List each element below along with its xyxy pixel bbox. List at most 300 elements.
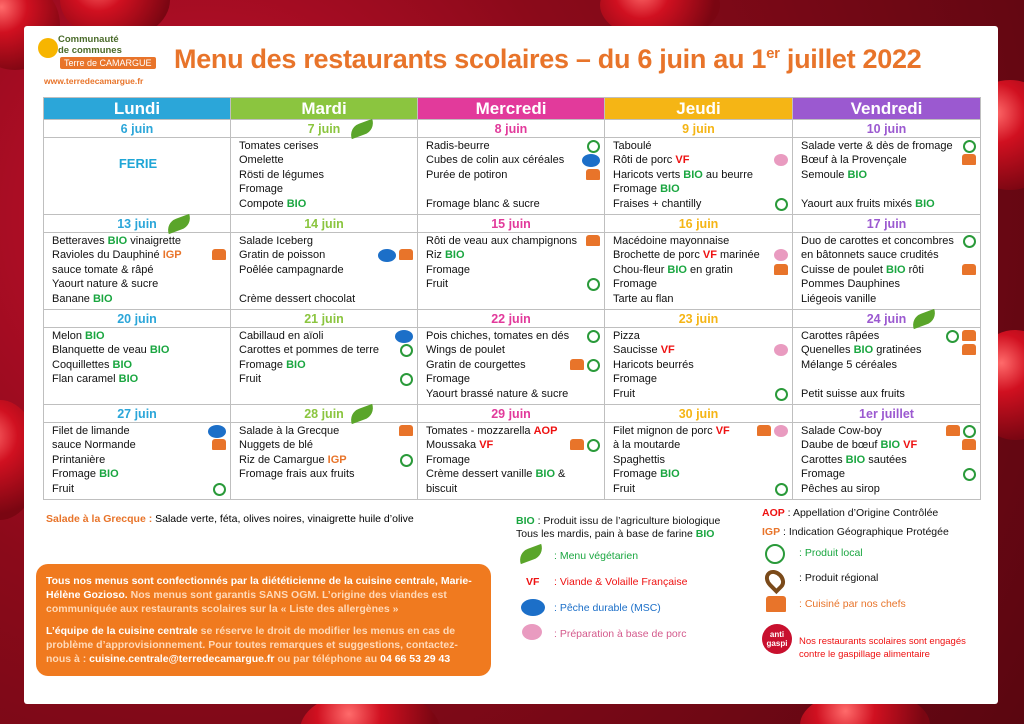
- date-row: [44, 120, 981, 138]
- menu-item: [426, 424, 598, 438]
- date-label: 27 juin: [117, 406, 157, 421]
- menu-item: [52, 467, 224, 481]
- antigaspi-text: Nos restaurants scolaires sont engagés: [799, 636, 966, 647]
- menu-item-text: &: [555, 468, 566, 481]
- date-label: 13 juin: [117, 216, 157, 231]
- day-header: Jeudi: [605, 98, 793, 120]
- chef-hat-icon: [962, 154, 976, 165]
- menu-item-text: Fruit: [426, 278, 448, 291]
- menu-item-text: Haricots verts: [613, 168, 684, 181]
- menu-item: [52, 329, 224, 343]
- menu-item: [613, 343, 786, 357]
- icon-group: [582, 154, 600, 167]
- menu-item: [801, 263, 974, 277]
- menu-item: [801, 197, 974, 211]
- menu-item-text: Filet mignon de porc: [613, 425, 716, 437]
- date-cell: [44, 215, 231, 233]
- menu-item: [239, 263, 411, 277]
- menu-cell: [793, 233, 981, 310]
- date-label: 9 juin: [682, 121, 715, 136]
- date-row: [44, 310, 981, 328]
- basket-icon: [775, 483, 788, 496]
- bio-badge: BIO: [112, 358, 133, 371]
- basket-icon: [587, 359, 600, 372]
- basket-icon: [400, 373, 413, 386]
- menu-cell: [793, 328, 981, 405]
- basket-icon: [587, 439, 600, 452]
- basket-icon: [963, 140, 976, 153]
- menu-item: [426, 329, 598, 343]
- menu-cell: [605, 233, 793, 310]
- fish-icon: [582, 154, 600, 167]
- chef-hat-icon: [774, 264, 788, 275]
- legend-msc: : Pêche durable (MSC): [554, 602, 661, 614]
- menu-item-text: Salade Iceberg: [239, 235, 313, 247]
- menu-item-text: Salade Cow-boy: [801, 425, 882, 437]
- chef-hat-icon: [766, 596, 786, 612]
- menu-item-text: Pizza: [613, 330, 640, 342]
- menu-item: [52, 438, 224, 452]
- date-label: 21 juin: [304, 311, 344, 326]
- bio-badge: BIO: [118, 373, 139, 386]
- legend-regional: : Produit régional: [799, 572, 879, 584]
- menu-item: [52, 424, 224, 438]
- chef-hat-icon: [212, 249, 226, 260]
- menu-item: [613, 453, 786, 467]
- chef-hat-icon: [962, 439, 976, 450]
- basket-icon: [213, 483, 226, 496]
- menu-item-text: Cabillaud en aïoli: [239, 330, 324, 342]
- icon-group: [946, 330, 976, 343]
- bio-badge: BIO: [286, 358, 306, 371]
- menu-item-text: Fromage: [613, 468, 661, 481]
- menu-item-text: en bâtonnets sauce crudités: [801, 249, 939, 262]
- menu-item: [239, 182, 411, 196]
- menu-item: [613, 182, 786, 196]
- logo-badge: Terre de CAMARGUE: [60, 57, 156, 69]
- menu-item: [239, 234, 411, 248]
- menu-item: [613, 197, 786, 211]
- menu-item: [239, 329, 411, 343]
- menu-item: [801, 372, 974, 386]
- chef-hat-icon: [570, 439, 584, 450]
- menu-cell: [44, 233, 231, 310]
- bio-badge: BIO: [92, 292, 113, 305]
- menu-item: [426, 197, 598, 211]
- menu-sheet: [24, 26, 998, 704]
- date-cell: [605, 310, 793, 328]
- menu-item-text: sauce Normande: [52, 439, 136, 452]
- bio-badge: BIO: [99, 468, 119, 481]
- menu-item-text: Cubes de colin aux céréales: [426, 154, 565, 167]
- icon-group: [587, 140, 600, 153]
- logo-line: Communauté: [58, 34, 119, 45]
- menu-cell: [605, 328, 793, 405]
- legend-vf: : Viande & Volaille Française: [554, 576, 688, 588]
- chef-hat-icon: [586, 169, 600, 180]
- date-label: 14 juin: [304, 216, 344, 231]
- menu-item: [239, 453, 411, 467]
- menu-item-text: rôti: [905, 263, 924, 276]
- pig-icon: [774, 249, 788, 261]
- menu-item-text: Carottes râpées: [801, 330, 880, 342]
- menu-item: [52, 453, 224, 467]
- menu-cell: [418, 138, 605, 215]
- bio-badge: BIO: [886, 263, 906, 276]
- icon-group: [395, 330, 413, 343]
- igp-badge: IGP: [327, 453, 347, 466]
- date-cell: [231, 310, 418, 328]
- menu-item: [613, 482, 786, 496]
- menu-cell: [418, 423, 605, 500]
- bio-badge: BIO: [660, 183, 680, 196]
- menu-item-text: Fromage: [426, 373, 471, 386]
- legend-bread: Tous les mardis, pain à base de farine BIO: [516, 528, 715, 540]
- menu-item: [239, 197, 411, 211]
- vf-badge: VF: [903, 439, 918, 452]
- contact-email[interactable]: cuisine.centrale@terredecamargue.fr: [89, 653, 275, 665]
- menu-item: [613, 234, 786, 248]
- menu-item-text: Pois chiches, tomates en dés: [426, 330, 570, 342]
- menu-item: [426, 387, 598, 401]
- legend-chefs: : Cuisiné par nos chefs: [799, 598, 906, 610]
- chef-hat-icon: [586, 235, 600, 246]
- menu-item-text: Yaourt nature & sucre: [52, 278, 159, 291]
- menu-item-text: Haricots beurrés: [613, 358, 694, 371]
- legend-veg: : Menu végétarien: [554, 550, 639, 562]
- icon-group: [378, 249, 413, 262]
- menu-item-text: Chou-fleur: [613, 263, 668, 276]
- location-pin-icon: [761, 566, 789, 594]
- icon-group: [399, 425, 413, 436]
- icon-group: [213, 483, 226, 496]
- menu-item-text: Riz: [426, 249, 445, 262]
- menu-item: [426, 277, 598, 291]
- menu-item-text: Fromage: [239, 183, 284, 196]
- bio-badge: BIO: [286, 197, 307, 210]
- menu-item: [239, 438, 411, 452]
- chef-hat-icon: [399, 425, 413, 436]
- menu-item: [426, 168, 598, 182]
- menu-item-text: Fromage: [239, 358, 287, 371]
- icon-group: [400, 344, 413, 357]
- menu-item: [613, 153, 786, 167]
- menu-item-text: Carottes et pommes de terre: [239, 344, 380, 357]
- menu-item: [801, 248, 974, 262]
- menu-item-text: Cuisse de poulet: [801, 263, 886, 276]
- menu-item: [613, 168, 786, 182]
- menu-item-text: Rôti de porc: [613, 154, 676, 167]
- vf-badge: VF: [675, 154, 690, 167]
- icon-group: [775, 388, 788, 401]
- menu-item-text: Fruit: [52, 482, 74, 495]
- date-cell: [793, 405, 981, 423]
- menu-item-text: Rösti de légumes: [239, 168, 324, 181]
- fish-icon: [395, 330, 413, 343]
- date-label: 28 juin: [304, 406, 344, 421]
- menu-row: [44, 423, 981, 500]
- leaf-icon: [348, 404, 377, 424]
- basket-icon: [587, 278, 600, 291]
- bio-badge: BIO: [853, 344, 874, 357]
- menu-item: [613, 372, 786, 386]
- menu-item: [801, 453, 974, 467]
- menu-item-text: Liégeois vanille: [801, 292, 877, 305]
- menu-item-text: Filet de limande: [52, 425, 130, 437]
- menu-item: [426, 182, 598, 196]
- leaf-icon: [517, 544, 546, 564]
- date-label: 10 juin: [866, 121, 907, 136]
- menu-item-text: Wings de poulet: [426, 344, 505, 357]
- menu-item: [426, 234, 598, 248]
- menu-item: [801, 168, 974, 182]
- menu-item-text: Fruit: [613, 387, 635, 400]
- bio-badge: BIO: [660, 468, 680, 481]
- menu-item: [239, 139, 411, 153]
- menu-item-text: Fromage: [613, 373, 658, 386]
- antigaspi-text: contre le gaspillage alimentaire: [799, 649, 930, 660]
- legend-aop: AOP : Appellation d’Origine Contrôlée: [762, 507, 939, 519]
- menu-item-text: [801, 183, 804, 195]
- igp-badge: IGP: [162, 249, 182, 262]
- menu-item: [239, 424, 411, 438]
- date-cell: [793, 215, 981, 233]
- date-label: 7 juin: [307, 121, 341, 136]
- menu-item-text: Fraises + chantilly: [613, 197, 702, 210]
- menu-item-text: Crème dessert vanille: [426, 468, 536, 481]
- menu-item-text: Bœuf à la Provençale: [801, 154, 907, 167]
- menu-item: [801, 387, 974, 401]
- menu-cell: [231, 233, 418, 310]
- logo: [38, 32, 152, 90]
- menu-item: [426, 139, 598, 153]
- menu-item-text: Fromage: [426, 263, 471, 276]
- menu-item-text: Yaourt brassé nature & sucre: [426, 387, 569, 400]
- menu-item: [801, 277, 974, 291]
- menu-cell: [44, 423, 231, 500]
- date-label: 22 juin: [491, 311, 531, 326]
- date-cell: [418, 405, 605, 423]
- chef-hat-icon: [962, 330, 976, 341]
- chef-hat-icon: [962, 264, 976, 275]
- logo-url[interactable]: www.terredecamargue.fr: [44, 76, 144, 86]
- icon-group: [774, 264, 788, 275]
- menu-row: [44, 138, 981, 215]
- icon-group: [570, 359, 600, 372]
- menu-item: [52, 358, 224, 372]
- legend-bio: BIO : Produit issu de l’agriculture biologique: [516, 515, 721, 527]
- menu-item-text: sautées: [865, 453, 907, 466]
- icon-group: [775, 198, 788, 211]
- icon-group: [946, 425, 976, 438]
- menu-item-text: Fromage: [801, 468, 846, 481]
- bio-badge: BIO: [667, 263, 687, 276]
- chef-hat-icon: [757, 425, 771, 436]
- date-label: 15 juin: [491, 216, 531, 231]
- icon-group: [775, 483, 788, 496]
- menu-item: [426, 153, 598, 167]
- date-label: 29 juin: [491, 406, 531, 421]
- bio-badge: BIO: [845, 453, 866, 466]
- menu-item-text: Moussaka: [426, 439, 480, 452]
- basket-icon: [946, 330, 959, 343]
- date-cell: [793, 310, 981, 328]
- menu-item: [239, 277, 411, 291]
- menu-item-text: Yaourt aux fruits mixés: [801, 197, 916, 210]
- menu-item-text: Daube de bœuf: [801, 439, 881, 452]
- legend-porc: : Préparation à base de porc: [554, 628, 687, 640]
- menu-item-text: Flan caramel: [52, 373, 119, 386]
- icon-group: [400, 373, 413, 386]
- menu-item-text: Fromage: [613, 183, 661, 196]
- menu-item-text: Duo de carottes et concombres: [801, 235, 954, 247]
- icon-group: [212, 249, 226, 260]
- contact-phone[interactable]: 04 66 53 29 43: [380, 653, 451, 665]
- menu-item: [801, 343, 974, 357]
- menu-table: [43, 97, 981, 500]
- menu-item: [426, 453, 598, 467]
- vf-badge: VF: [660, 344, 675, 357]
- menu-item: [52, 292, 224, 306]
- day-header: Mardi: [231, 98, 418, 120]
- menu-item-text: Gratin de courgettes: [426, 358, 526, 371]
- menu-item-text: Compote: [239, 197, 287, 210]
- day-header: Vendredi: [793, 98, 981, 120]
- date-label: 17 juin: [866, 216, 907, 231]
- leaf-icon: [348, 119, 377, 139]
- menu-item-text: Taboulé: [613, 140, 652, 152]
- menu-item: [52, 277, 224, 291]
- date-label: 23 juin: [678, 311, 719, 326]
- bio-badge: BIO: [444, 249, 465, 262]
- menu-item: [613, 467, 786, 481]
- icon-group: [963, 140, 976, 153]
- menu-item: [426, 248, 598, 262]
- basket-icon: [963, 425, 976, 438]
- basket-icon: [963, 235, 976, 248]
- leaf-icon: [910, 309, 939, 329]
- date-cell: [418, 215, 605, 233]
- menu-item-text: Omelette: [239, 154, 284, 167]
- basket-icon: [400, 454, 413, 467]
- menu-item-text: Coquillettes: [52, 358, 113, 371]
- menu-item-text: à la moutarde: [613, 439, 681, 452]
- menu-item: [613, 248, 786, 262]
- menu-item: [613, 329, 786, 343]
- menu-item-text: sauce tomate & râpé: [52, 263, 154, 276]
- menu-item: [52, 372, 224, 386]
- icon-group: [962, 264, 976, 275]
- menu-item-text: Tomates - mozzarella: [426, 425, 534, 437]
- menu-item-text: Betteraves: [52, 235, 108, 247]
- legend-vf-label: VF: [526, 576, 540, 588]
- menu-item: [801, 438, 974, 452]
- leaf-icon: [165, 214, 194, 234]
- basket-icon: [765, 544, 785, 564]
- vf-badge: VF: [702, 249, 717, 262]
- menu-item: [239, 372, 411, 386]
- menu-item: [239, 153, 411, 167]
- icon-group: [962, 154, 976, 165]
- basket-icon: [587, 330, 600, 343]
- menu-item-text: Fromage: [613, 278, 658, 291]
- menu-item-text: vinaigrette: [127, 235, 182, 247]
- date-cell: [231, 215, 418, 233]
- menu-item-text: Tarte au flan: [613, 292, 674, 305]
- menu-item-text: Salade à la Grecque: [239, 425, 340, 437]
- menu-item-text: Gratin de poisson: [239, 249, 326, 262]
- vf-badge: VF: [715, 425, 730, 437]
- menu-row: [44, 328, 981, 405]
- date-label: 1er juillet: [859, 406, 914, 421]
- icon-group: [212, 439, 226, 450]
- menu-item-text: Mélange 5 céréales: [801, 358, 898, 371]
- menu-cell: [605, 138, 793, 215]
- bio-badge: BIO: [535, 468, 555, 481]
- bio-badge: BIO: [85, 330, 105, 342]
- sun-icon: [38, 38, 58, 58]
- menu-item: [239, 168, 411, 182]
- menu-item-text: en gratin: [686, 263, 733, 276]
- menu-item-text: Riz de Camargue: [239, 453, 328, 466]
- menu-item-text: Fromage: [426, 453, 471, 466]
- menu-item-text: Pêches au sirop: [801, 482, 880, 495]
- menu-item-text: Purée de potiron: [426, 168, 508, 181]
- menu-item-text: Semoule: [801, 168, 848, 181]
- menu-item-text: gratinées: [873, 344, 922, 357]
- chef-hat-icon: [962, 344, 976, 355]
- menu-item-text: biscuit: [426, 482, 458, 495]
- menu-item: [613, 139, 786, 153]
- menu-item: [52, 234, 224, 248]
- icon-group: [586, 169, 600, 180]
- menu-item-text: Salade verte & dès de fromage: [801, 140, 953, 152]
- date-row: [44, 405, 981, 423]
- icon-group: [587, 278, 600, 291]
- menu-item-text: [801, 373, 804, 385]
- date-cell: [793, 120, 981, 138]
- basket-icon: [963, 468, 976, 481]
- menu-item-text: Spaghettis: [613, 453, 665, 466]
- date-cell: [44, 120, 231, 138]
- day-header: Lundi: [44, 98, 231, 120]
- page-title: Menu des restaurants scolaires – du 6 juin au 1er juillet 2022: [174, 44, 922, 74]
- menu-item: [426, 372, 598, 386]
- legend-igp: IGP : Indication Géographique Protégée: [762, 526, 949, 538]
- menu-item-text: Brochette de porc: [613, 249, 703, 262]
- logo-line: de communes: [58, 45, 122, 56]
- menu-item-text: Saucisse: [613, 344, 661, 357]
- menu-cell: [793, 138, 981, 215]
- menu-item-text: Poêlée campagnarde: [239, 263, 344, 276]
- menu-cell: [418, 328, 605, 405]
- icon-group: [963, 468, 976, 481]
- menu-item-text: Carottes: [801, 453, 846, 466]
- menu-item-text: Macédoine mayonnaise: [613, 235, 730, 247]
- date-cell: [605, 215, 793, 233]
- menu-item: [801, 467, 974, 481]
- menu-item: [613, 438, 786, 452]
- basket-icon: [775, 198, 788, 211]
- menu-item: [426, 263, 598, 277]
- date-cell: [44, 310, 231, 328]
- legend-local: : Produit local: [799, 547, 863, 559]
- antigaspi-logo: anti gaspi: [762, 624, 792, 654]
- date-row: [44, 215, 981, 233]
- basket-icon: [400, 344, 413, 357]
- date-cell: [605, 120, 793, 138]
- menu-item: [239, 467, 411, 481]
